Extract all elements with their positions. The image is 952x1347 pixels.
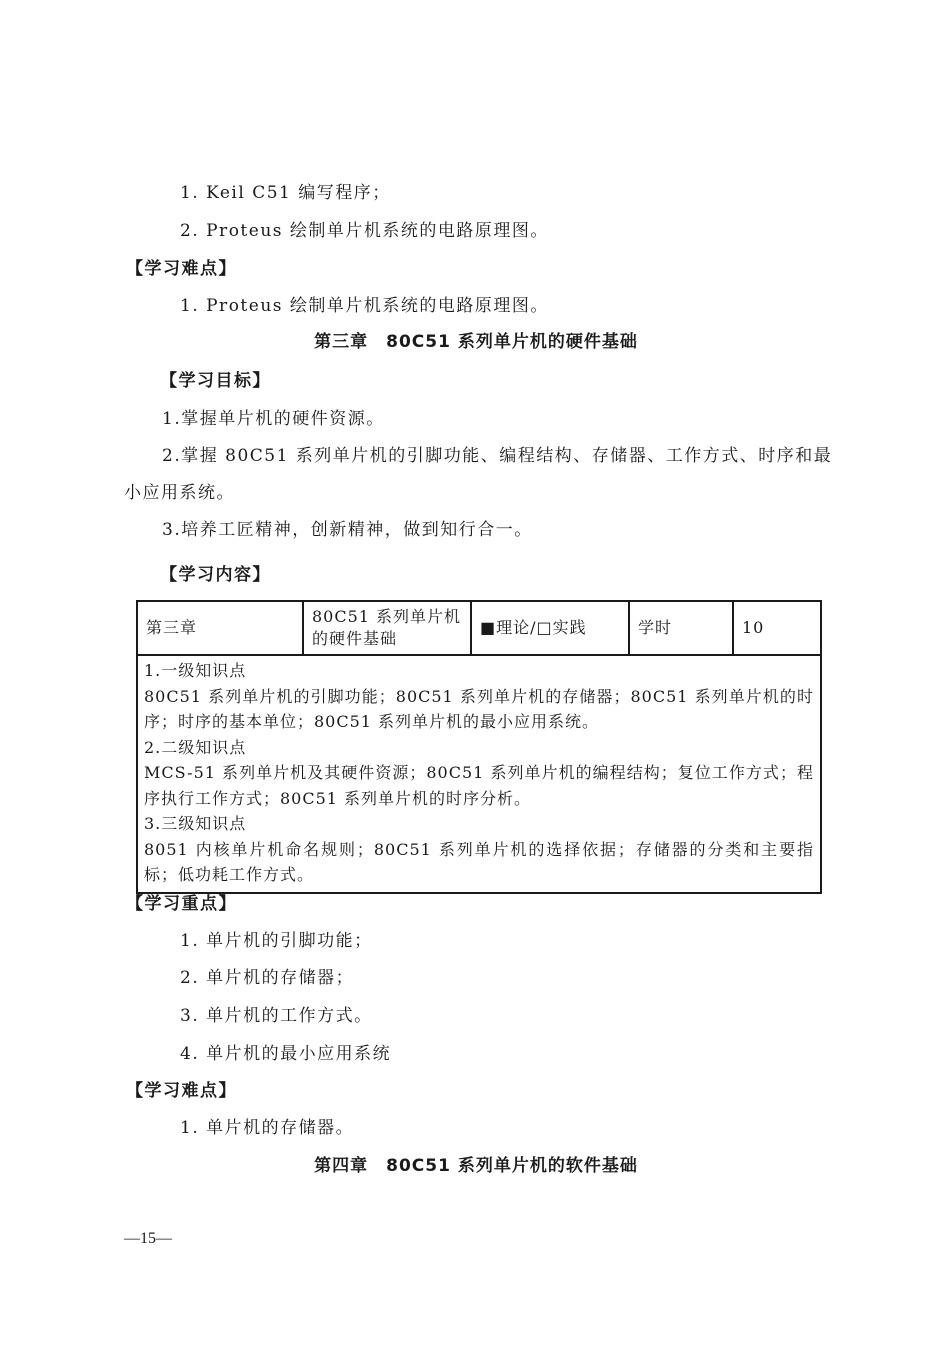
level-title: 1.一级知识点 bbox=[144, 661, 247, 680]
table-header-row bbox=[137, 601, 821, 655]
section-heading: 【学习内容】 bbox=[160, 565, 271, 585]
chapter-cell: 第三章 bbox=[137, 601, 303, 655]
list-item: 1. Proteus 绘制单片机系统的电路原理图。 bbox=[180, 296, 549, 316]
chapter-name-cell: 80C51 系列单片机的硬件基础 bbox=[303, 601, 471, 655]
list-item: 3.培养工匠精神，创新精神，做到知行合一。 bbox=[162, 520, 533, 540]
table-content-row bbox=[137, 655, 821, 893]
list-item: 4. 单片机的最小应用系统 bbox=[180, 1044, 392, 1064]
chapter-title: 第四章 80C51 系列单片机的软件基础 bbox=[314, 1156, 638, 1176]
level-text: 8051 内核单片机命名规则；80C51 系列单片机的选择依据；存储器的分类和主要指标；低功耗工作方式。 bbox=[144, 839, 814, 884]
section-heading: 【学习难点】 bbox=[126, 1081, 237, 1101]
level-title: 2.二级知识点 bbox=[144, 737, 247, 757]
hours-label-cell: 学时 bbox=[629, 601, 733, 655]
level-title: 3.三级知识点 bbox=[144, 814, 247, 833]
list-item: 3. 单片机的工作方式。 bbox=[180, 1006, 373, 1026]
level-text: 80C51 系列单片机的引脚功能；80C51 系列单片机的存储器；80C51 系列单片机的时序；时序的基本单位；80C51 系列单片机的最小应用系统。 bbox=[144, 686, 814, 731]
level-text: MCS-51 系列单片机及其硬件资源；80C51 系列单片机的编程结构；复位工作方式；程序执行工作方式；80C51 系列单片机的时序分析。 bbox=[144, 763, 814, 808]
course-content-table bbox=[136, 600, 822, 894]
section-heading: 【学习重点】 bbox=[126, 894, 237, 914]
list-item: 2. 单片机的存储器； bbox=[180, 968, 355, 988]
chapter-title: 第三章 80C51 系列单片机的硬件基础 bbox=[314, 332, 638, 352]
section-heading: 【学习难点】 bbox=[126, 259, 237, 279]
list-item: 1. 单片机的引脚功能； bbox=[180, 931, 373, 951]
list-item: 1. 单片机的存储器。 bbox=[180, 1118, 355, 1138]
list-item: 2.掌握 80C51 系列单片机的引脚功能、编程结构、存储器、工作方式、时序和最 bbox=[162, 446, 833, 466]
type-cell: ■理论/□实践 bbox=[471, 601, 629, 655]
list-item: 2. Proteus 绘制单片机系统的电路原理图。 bbox=[180, 221, 549, 241]
hours-value-cell: 10 bbox=[733, 601, 821, 655]
list-item: 1.掌握单片机的硬件资源。 bbox=[162, 409, 385, 429]
list-item: 1. Keil C51 编写程序； bbox=[180, 183, 391, 203]
page-number: —15— bbox=[124, 1230, 172, 1247]
knowledge-points-cell bbox=[137, 655, 821, 893]
list-item-continuation: 小应用系统。 bbox=[124, 483, 235, 503]
section-heading: 【学习目标】 bbox=[160, 371, 271, 391]
